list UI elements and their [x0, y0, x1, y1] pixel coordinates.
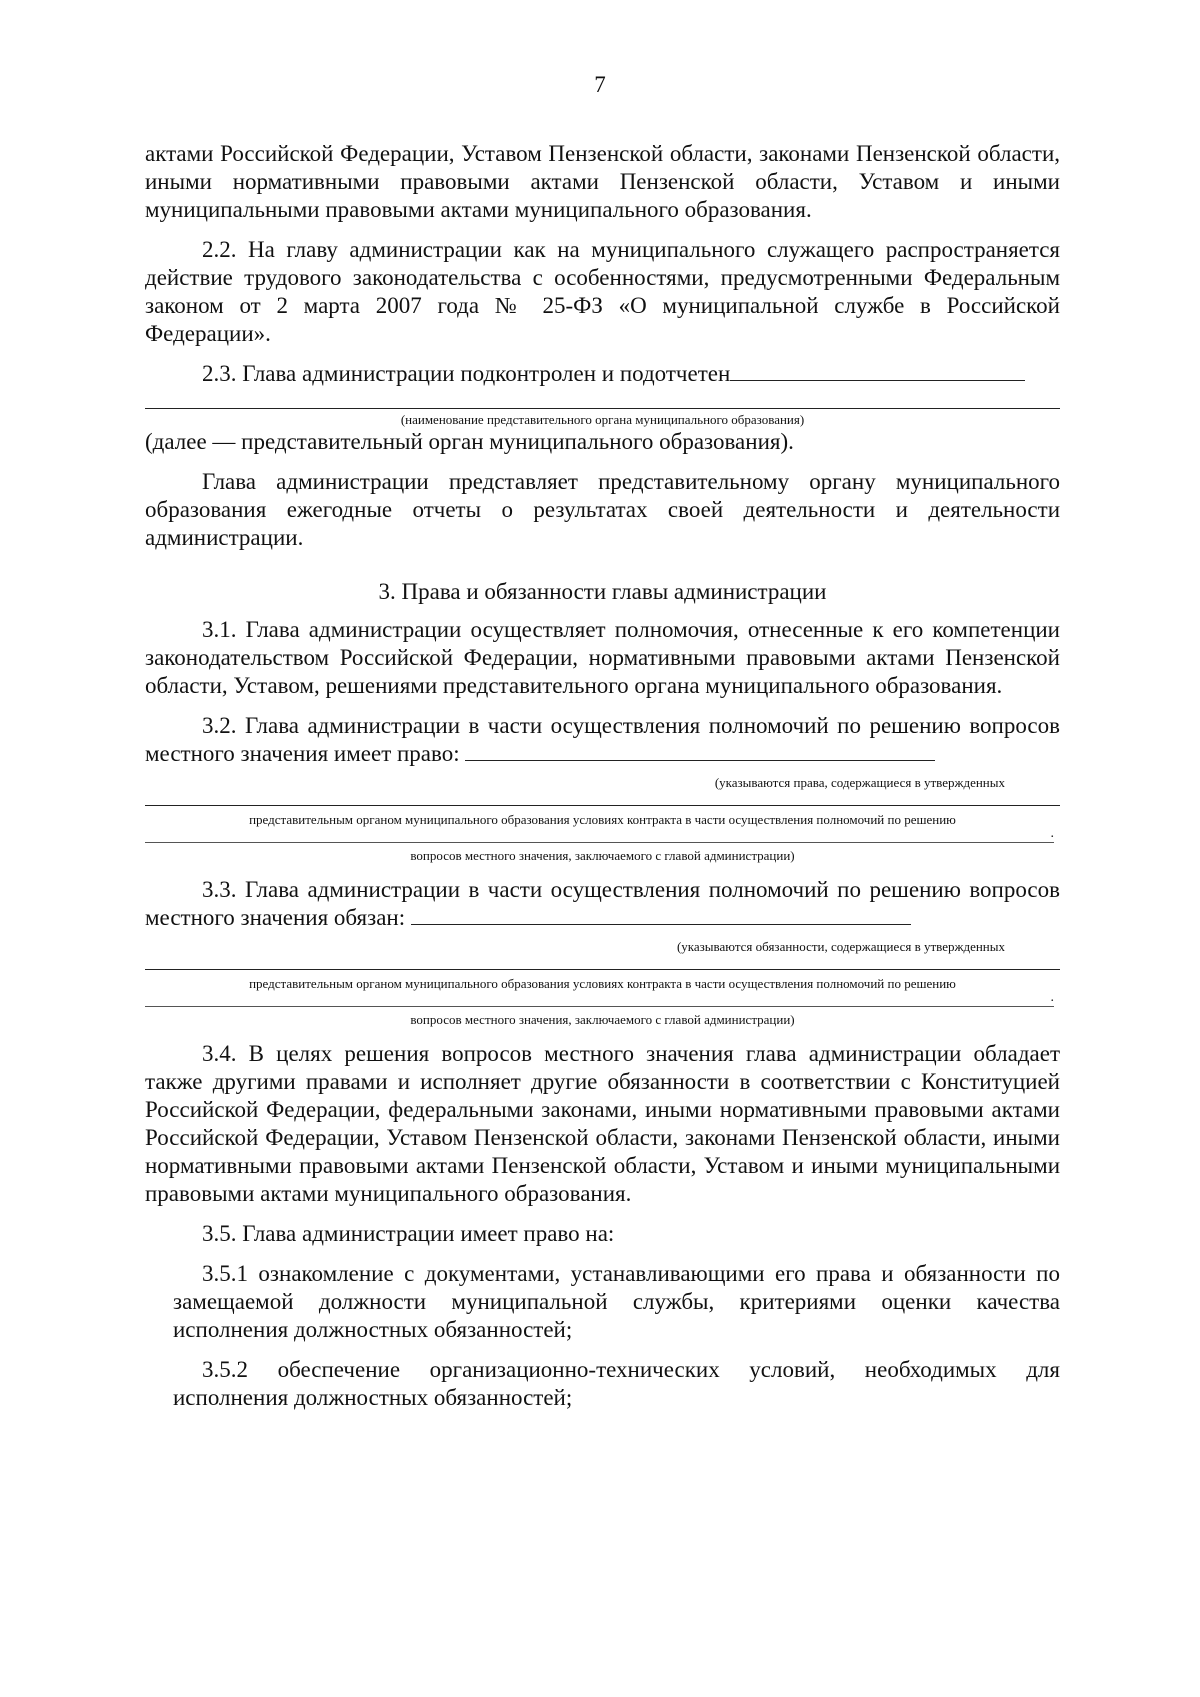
caption-3-3-a: (указываются обязанности, содержащиеся в утвержденных: [676, 939, 1005, 954]
paragraph-3-5: 3.5. Глава администрации имеет право на:: [202, 1221, 615, 1246]
fill-in-line: [465, 740, 935, 761]
fill-in-line: [730, 360, 1025, 381]
line-end-dot: .: [1050, 826, 1054, 841]
caption-3-2-c: вопросов местного значения, заключаемого с главой администрации): [410, 848, 795, 863]
paragraph-2-3-cont: (далее — представительный орган муниципального образования).: [145, 429, 794, 454]
paragraph-3-3: 3.3. Глава администрации в части осуществления полномочий по решению вопросов местного значения обязан:: [145, 877, 1060, 930]
paragraph-3-4: 3.4. В целях решения вопросов местного значения глава администрации обладает также другими правами и исполняет другие обязанности в соответствии с Конституцией Российской Федерации, федеральными законами, иными нормативными правовыми актами Российской Федерации, Уставом Пензенской области, законами Пензенской области, иными нормативными правовыми актами Пензенской области, Уставом и иными муниципальными правовыми актами муниципального образования.: [145, 1041, 1060, 1206]
caption-3-3-c: вопросов местного значения, заключаемого с главой администрации): [410, 1012, 795, 1027]
fill-in-line: [145, 828, 1054, 843]
fill-in-line: [145, 955, 1060, 970]
caption-3-2-a: (указываются права, содержащиеся в утвержденных: [714, 775, 1005, 790]
caption-2-3: (наименование представительного органа муниципального образования): [400, 412, 805, 427]
caption-3-2-b: представительным органом муниципального образования условиях контракта в части осуществления полномочий по решению: [249, 812, 956, 827]
paragraph-3-2: 3.2. Глава администрации в части осуществления полномочий по решению вопросов местного значения имеет право:: [145, 713, 1060, 766]
paragraph-2-3-line: [145, 360, 1060, 388]
section-heading-3: 3. Права и обязанности главы администрации: [378, 579, 827, 604]
page-number: 7: [594, 72, 606, 97]
line-end-dot: .: [1050, 990, 1054, 1005]
fill-in-line: [145, 388, 1060, 409]
document-body: [145, 140, 1060, 1424]
paragraph-3-5-1: 3.5.1 ознакомление с документами, устанавливающими его права и обязанности по замещаемой должности муниципальной службы, критериями оценки качества исполнения должностных обязанностей;: [173, 1261, 1060, 1342]
paragraph-2-3: 2.3. Глава администрации подконтролен и подотчетен: [202, 361, 731, 386]
paragraph-3-5-2: 3.5.2 обеспечение организационно-технических условий, необходимых для исполнения должностных обязанностей;: [173, 1357, 1060, 1410]
fill-in-line: [145, 992, 1054, 1007]
paragraph-2-2: 2.2. На главу администрации как на муниципального служащего распространяется действие трудового законодательства с особенностями, предусмотренными Федеральным законом от 2 марта 2007 года № 25-ФЗ «О муниципальной службе в Российской Федерации».: [145, 237, 1060, 346]
paragraph-intro: актами Российской Федерации, Уставом Пензенской области, законами Пензенской области, иными нормативными правовыми актами Пензенской области, Уставом и иными муниципальными правовыми актами муниципального образования.: [145, 141, 1060, 222]
paragraph-3-3-line: [145, 876, 1060, 932]
paragraph-2-3b: Глава администрации представляет представительному органу муниципального образования ежегодные отчеты о результатах своей деятельности и деятельности администрации.: [145, 469, 1060, 550]
fill-in-line: [145, 791, 1060, 806]
fill-in-line: [411, 904, 911, 925]
paragraph-3-1: 3.1. Глава администрации осуществляет полномочия, отнесенные к его компетенции законодательством Российской Федерации, нормативными правовыми актами Пензенской области, Уставом, решениями представительного органа муниципального образования.: [145, 617, 1060, 698]
paragraph-3-2-line: [145, 712, 1060, 768]
caption-3-3-b: представительным органом муниципального образования условиях контракта в части осуществления полномочий по решению: [249, 976, 956, 991]
